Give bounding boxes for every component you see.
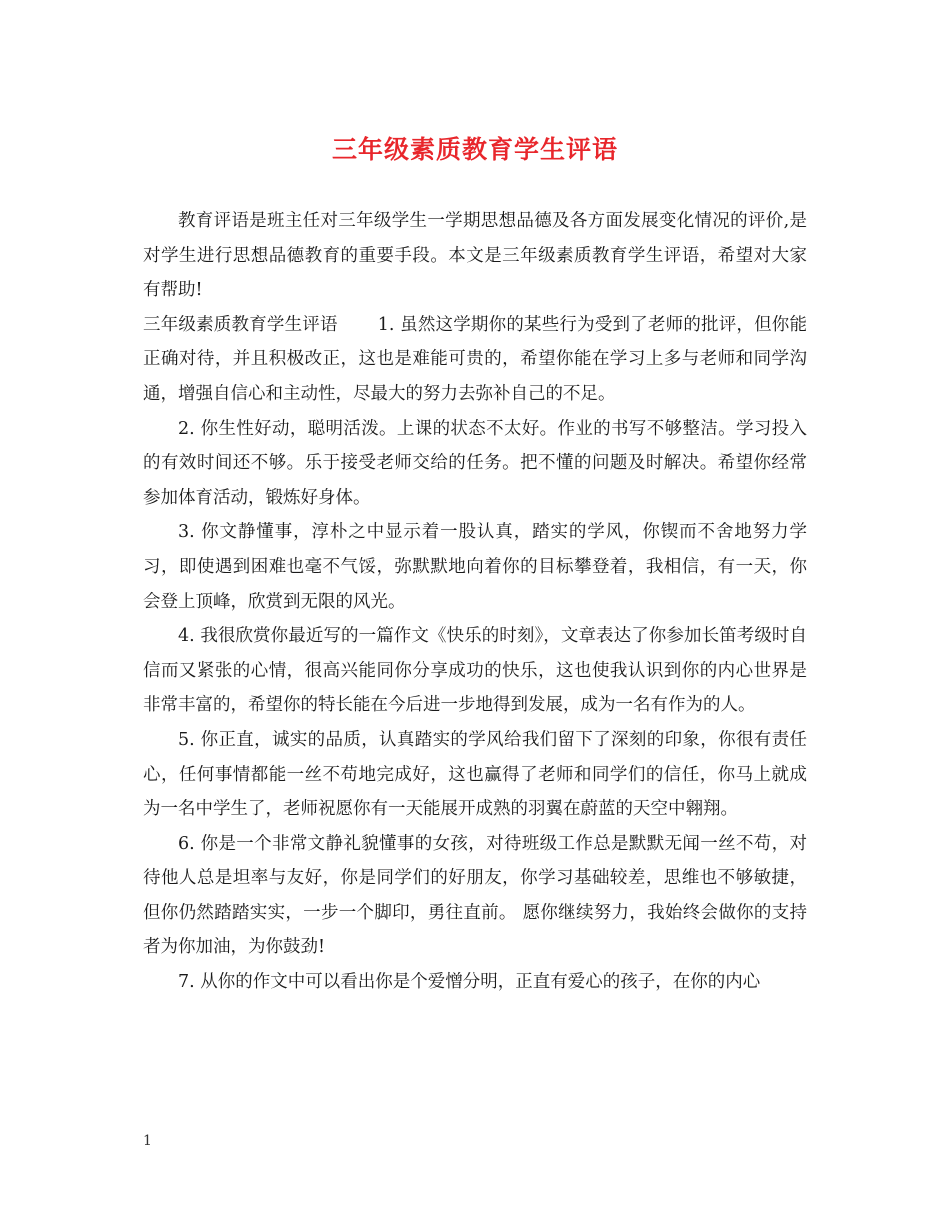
comment-4: 4. 我很欣赏你最近写的一篇作文《快乐的时刻》，文章表达了你参加长笛考级时自信而又紧张的心情，很高兴能同你分享成功的快乐，这也使我认识到你的内心世界是非常丰富的，希望你的特长能在今后进一步地得到发展，成为一名有作为的人。 bbox=[143, 626, 807, 716]
page-number: 1 bbox=[143, 1133, 152, 1149]
comment-3: 3. 你文静懂事，淳朴之中显示着一股认真，踏实的学风，你锲而不舍地努力学习，即使遇到困难也毫不气馁，弥默默地向着你的目标攀登着，我相信，有一天，你会登上顶峰，欣赏到无限的风光。 bbox=[143, 522, 807, 612]
comment-5: 5. 你正直，诚实的品质，认真踏实的学风给我们留下了深刻的印象，你很有责任心，任何事情都能一丝不苟地完成好，这也赢得了老师和同学们的信任，你马上就成为一名中学生了，老师祝愿你有一天能展开成熟的羽翼在蔚蓝的天空中翱翔。 bbox=[143, 729, 807, 820]
comment-1: 1. 虽然这学期你的某些行为受到了老师的批评，但你能正确对待，并且积极改正，这也是难能可贵的，希望你能在学习上多与老师和同学沟通，增强自信心和主动性，尽最大的努力去弥补自己的不足。 bbox=[143, 314, 808, 404]
intro-paragraph: 教育评语是班主任对三年级学生一学期思想品德及各方面发展变化情况的评价,是对学生进行思想品德教育的重要手段。本文是三年级素质教育学生评语，希望对大家有帮助! bbox=[143, 211, 807, 301]
comment-2: 2. 你生性好动，聪明活泼。上课的状态不太好。作业的书写不够整洁。学习投入的有效时间还不够。乐于接受老师交给的任务。把不懂的问题及时解决。希望你经常参加体育活动，锻炼好身体。 bbox=[143, 418, 807, 508]
section-heading: 三年级素质教育学生评语 bbox=[143, 314, 338, 335]
comment-6: 6. 你是一个非常文静礼貌懂事的女孩，对待班级工作总是默默无闻一丝不苟，对待他人总是坦率与友好，你是同学们的好朋友，你学习基础较差，思维也不够敏捷，但你仍然踏踏实实，一步一个脚印，勇往直前。 愿你继续努力，我始终会做你的支持者为你加油，为你鼓劲! bbox=[143, 833, 807, 958]
document-body bbox=[143, 204, 807, 1000]
comment-7: 7. 从你的作文中可以看出你是个爱憎分明，正直有爱心的孩子，在你的内心 bbox=[178, 972, 761, 993]
page-title: 三年级素质教育学生评语 bbox=[331, 135, 618, 164]
first-comment-paragraph bbox=[143, 308, 807, 412]
